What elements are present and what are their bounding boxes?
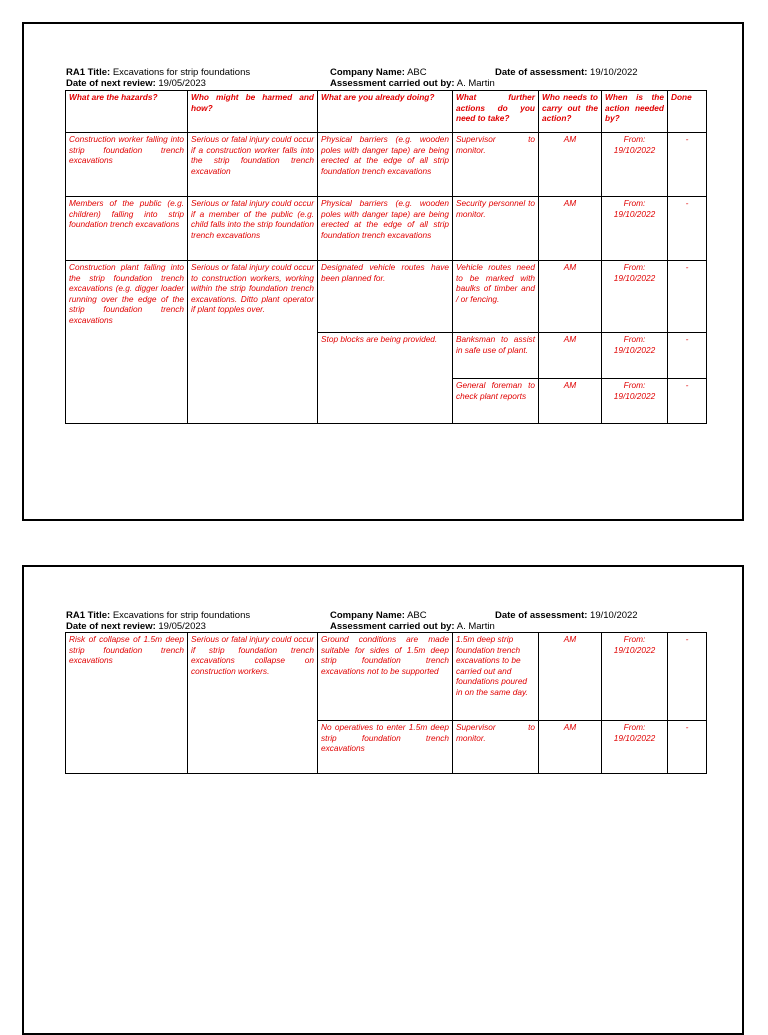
who-cell: AM <box>539 721 602 774</box>
next-review-value: 19/05/2023 <box>158 621 206 632</box>
who-cell: AM <box>539 261 602 333</box>
further-action-cell: General foreman to check plant reports <box>453 379 539 424</box>
table-row <box>66 261 707 333</box>
doing-cell: Physical barriers (e.g. wooden poles with danger tape) are being erected at the edge of all strip foundation trench excavations <box>318 133 453 197</box>
column-header-done: Done <box>668 91 707 133</box>
assessment-date-line <box>495 610 638 621</box>
carried-out-line <box>330 78 495 89</box>
done-cell: - <box>668 379 707 424</box>
when-cell: From: 19/10/2022 <box>602 633 668 721</box>
done-cell: - <box>668 261 707 333</box>
risk-assessment-table <box>65 632 707 774</box>
company-value: ABC <box>407 67 427 78</box>
done-cell: - <box>668 333 707 379</box>
document-page-2 <box>22 565 744 1035</box>
company-line <box>330 67 427 78</box>
who-cell: AM <box>539 333 602 379</box>
company-line <box>330 610 427 621</box>
carried-out-value: A. Martin <box>456 621 495 632</box>
carried-out-value: A. Martin <box>456 78 495 89</box>
carried-out-label: Assessment carried out by: <box>330 621 455 632</box>
title-value: Excavations for strip foundations <box>112 610 251 621</box>
column-header-doing: What are you already doing? <box>318 91 453 133</box>
next-review-label: Date of next review: <box>66 621 156 632</box>
assessment-date-value: 19/10/2022 <box>590 67 638 78</box>
column-header-further-actions: What further actions do you need to take? <box>453 91 539 133</box>
next-review-label: Date of next review: <box>66 78 156 89</box>
who-cell: AM <box>539 379 602 424</box>
harmed-cell: Serious or fatal injury could occur if a construction worker falls into the strip foundation trench excavation <box>188 133 318 197</box>
assessment-date-line <box>495 67 638 78</box>
carried-out-line <box>330 621 495 632</box>
when-cell: From: 19/10/2022 <box>602 133 668 197</box>
done-cell: - <box>668 721 707 774</box>
doing-cell: Physical barriers (e.g. wooden poles with danger tape) are being erected at the edge of all strip foundation trench excavations <box>318 197 453 261</box>
further-action-cell: Vehicle routes need to be marked with baulks of timber and / or fencing. <box>453 261 539 333</box>
doing-cell: Ground conditions are made suitable for sides of 1.5m deep strip foundation trench excavations not to be supported <box>318 633 453 721</box>
document-page-1 <box>22 22 744 521</box>
title-line <box>66 67 250 78</box>
hazard-cell: Members of the public (e.g. children) falling into strip foundation trench excavations <box>66 197 188 261</box>
who-cell: AM <box>539 633 602 721</box>
hazard-cell: Construction plant falling into the strip foundation trench excavations (e.g. digger loader running over the edge of the strip foundation trench excavations <box>66 261 188 424</box>
doing-cell: No operatives to enter 1.5m deep strip foundation trench excavations <box>318 721 453 774</box>
assessment-date-label: Date of assessment: <box>495 67 588 78</box>
table-header-row <box>66 91 707 133</box>
title-label: RA1 Title: <box>66 67 111 78</box>
table-row <box>66 633 707 721</box>
harmed-cell: Serious or fatal injury could occur to construction workers, working within the strip foundation trench excavations. Ditto plant operator if plant topples over. <box>188 261 318 424</box>
company-label: Company Name: <box>330 67 405 78</box>
next-review-value: 19/05/2023 <box>158 78 206 89</box>
when-cell: From: 19/10/2022 <box>602 261 668 333</box>
doing-cell: Designated vehicle routes have been planned for. <box>318 261 453 333</box>
title-label: RA1 Title: <box>66 610 111 621</box>
done-cell: - <box>668 133 707 197</box>
next-review-line <box>66 621 206 632</box>
assessment-date-label: Date of assessment: <box>495 610 588 621</box>
title-value: Excavations for strip foundations <box>112 67 251 78</box>
when-cell: From: 19/10/2022 <box>602 721 668 774</box>
column-header-harmed: Who might be harmed and how? <box>188 91 318 133</box>
further-action-cell: Banksman to assist in safe use of plant. <box>453 333 539 379</box>
table-row <box>66 133 707 197</box>
done-cell: - <box>668 197 707 261</box>
column-header-who: Who needs to carry out the action? <box>539 91 602 133</box>
harmed-cell: Serious or fatal injury could occur if a member of the public (e.g. child falls into the strip foundation trench excavations <box>188 197 318 261</box>
when-cell: From: 19/10/2022 <box>602 379 668 424</box>
harmed-cell: Serious or fatal injury could occur if strip foundation trench excavations collapse on construction workers. <box>188 633 318 774</box>
further-action-cell: Supervisor to monitor. <box>453 133 539 197</box>
table-row <box>66 197 707 261</box>
further-action-cell: 1.5m deep strip foundation trench excavations to be carried out and foundations poured in on the same day. <box>453 633 539 721</box>
title-line <box>66 610 250 621</box>
company-label: Company Name: <box>330 610 405 621</box>
column-header-hazards: What are the hazards? <box>66 91 188 133</box>
carried-out-label: Assessment carried out by: <box>330 78 455 89</box>
hazard-cell: Risk of collapse of 1.5m deep strip foundation trench excavations <box>66 633 188 774</box>
company-value: ABC <box>407 610 427 621</box>
when-cell: From: 19/10/2022 <box>602 197 668 261</box>
column-header-when: When is the action needed by? <box>602 91 668 133</box>
assessment-date-value: 19/10/2022 <box>590 610 638 621</box>
next-review-line <box>66 78 206 89</box>
done-cell: - <box>668 633 707 721</box>
hazard-cell: Construction worker falling into strip foundation trench excavations <box>66 133 188 197</box>
who-cell: AM <box>539 133 602 197</box>
risk-assessment-table <box>65 90 707 424</box>
further-action-cell: Security personnel to monitor. <box>453 197 539 261</box>
when-cell: From: 19/10/2022 <box>602 333 668 379</box>
further-action-cell: Supervisor to monitor. <box>453 721 539 774</box>
who-cell: AM <box>539 197 602 261</box>
doing-cell: Stop blocks are being provided. <box>318 333 453 424</box>
